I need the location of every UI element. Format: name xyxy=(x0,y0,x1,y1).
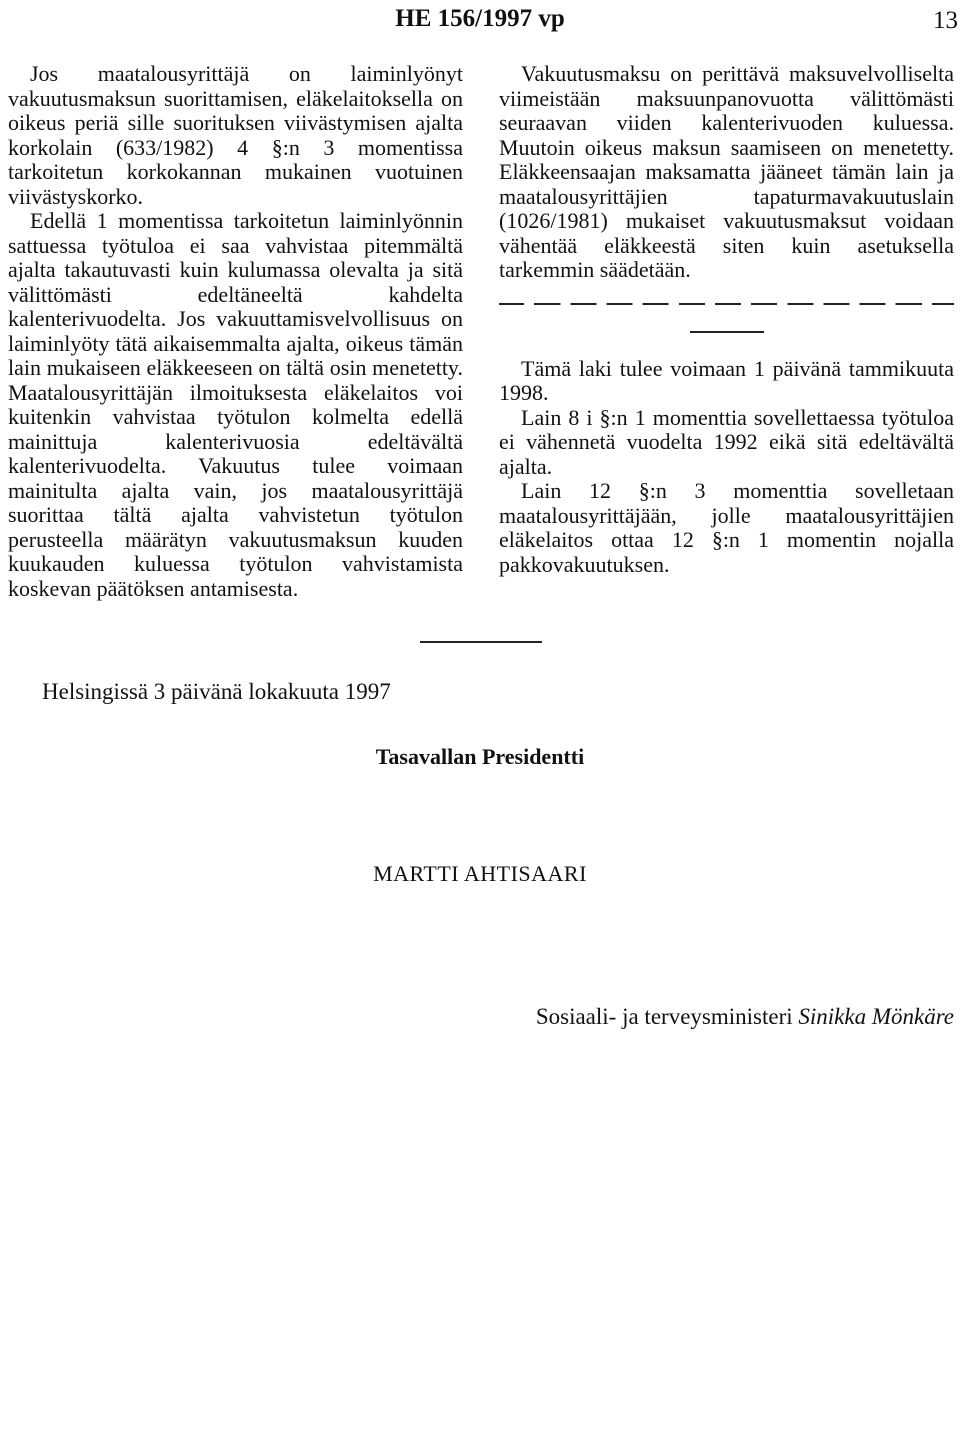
right-paragraph: Vakuutusmaksu on perittävä maksuvelvolliselta viimeistään maksuunpanovuotta välittömästi seuraavan viiden kalenterivuoden kuluessa. Muutoin oikeus maksun saamiseen on menetetty. Eläkkeensaajan maksamatta jääneet tämän lain ja maatalousyrittäjien tapaturmavakuutuslain (1026/1981) mukaiset vakuutusmaksut voidaan vähentää eläkkeestä siten kuin asetuksella tarkemmin säädetään. xyxy=(499,61,954,282)
enactment-paragraph-1: Tämä laki tulee voimaan 1 päivänä tammikuuta 1998. xyxy=(499,355,954,405)
minister-name: Sinikka Mönkäre xyxy=(798,1004,954,1029)
left-column xyxy=(8,62,463,601)
left-paragraph-2: Edellä 1 momentissa tarkoitetun laiminlyönnin sattuessa työtuloa ei saa vahvistaa pitemmältä ajalta takautuvasti kuin kulumassa olevalta ja sitä välittömästi edeltäneeltä kahdelta kalenterivuodelta. Jos vakuuttamisvelvollisuus on laiminlyöty tätä aikaisemmalta ajalta, oikeus tämän lain mukaiseen eläkkeeseen on tältä osin menetetty. Maatalousyrittäjän ilmoituksesta eläkelaitos voi kuitenkin vahvistaa työtulon kolmelta edellä mainittuja kalenterivuosia edeltävältä kalenterivuodelta. Vakuutus tulee voimaan mainitulta ajalta vain, jos maatalousyrittäjä suorittaa tältä ajalta vahvistetun työtulon perusteella määrätyn vakuutusmaksun kuuden kuukauden kuluessa työtulon vahvistamista koskevan päätöksen antamisesta. xyxy=(8,208,463,601)
left-paragraph-1: Jos maatalousyrittäjä on laiminlyönyt vakuutusmaksun suorittamisen, eläkelaitoksella on oikeus periä sille suorituksen viivästymisen ajalta korkolain (633/1982) 4 §:n 3 momentissa tarkoitetun korkokannan mukainen vuotuinen viivästyskorko. xyxy=(8,61,463,209)
document-header: HE 156/1997 vp xyxy=(395,5,565,32)
minister-title: Sosiaali- ja terveysministeri xyxy=(535,1004,793,1029)
enactment-paragraph-3: Lain 12 §:n 3 momenttia sovelletaan maatalousyrittäjään, jolle maatalousyrittäjien eläkelaitos ottaa 12 §:n 1 momentin nojalla pakkovakuutuksen. xyxy=(499,478,954,577)
section-short-rule xyxy=(690,331,764,333)
section-end-dashed-rule xyxy=(499,303,954,305)
right-column xyxy=(499,62,954,577)
enactment-paragraph-2: Lain 8 i §:n 1 momenttia sovellettaessa työtuloa ei vähennetä vuodelta 1992 eikä sitä edeltävältä ajalta. xyxy=(499,404,954,479)
place-date: Helsingissä 3 päivänä lokakuuta 1997 xyxy=(42,679,391,704)
president-title: Tasavallan Presidentti xyxy=(375,744,585,769)
minister-signature xyxy=(536,1003,954,1031)
president-name: MARTTI AHTISAARI xyxy=(373,861,587,886)
signature-divider xyxy=(420,641,542,643)
page-number: 13 xyxy=(933,7,958,34)
